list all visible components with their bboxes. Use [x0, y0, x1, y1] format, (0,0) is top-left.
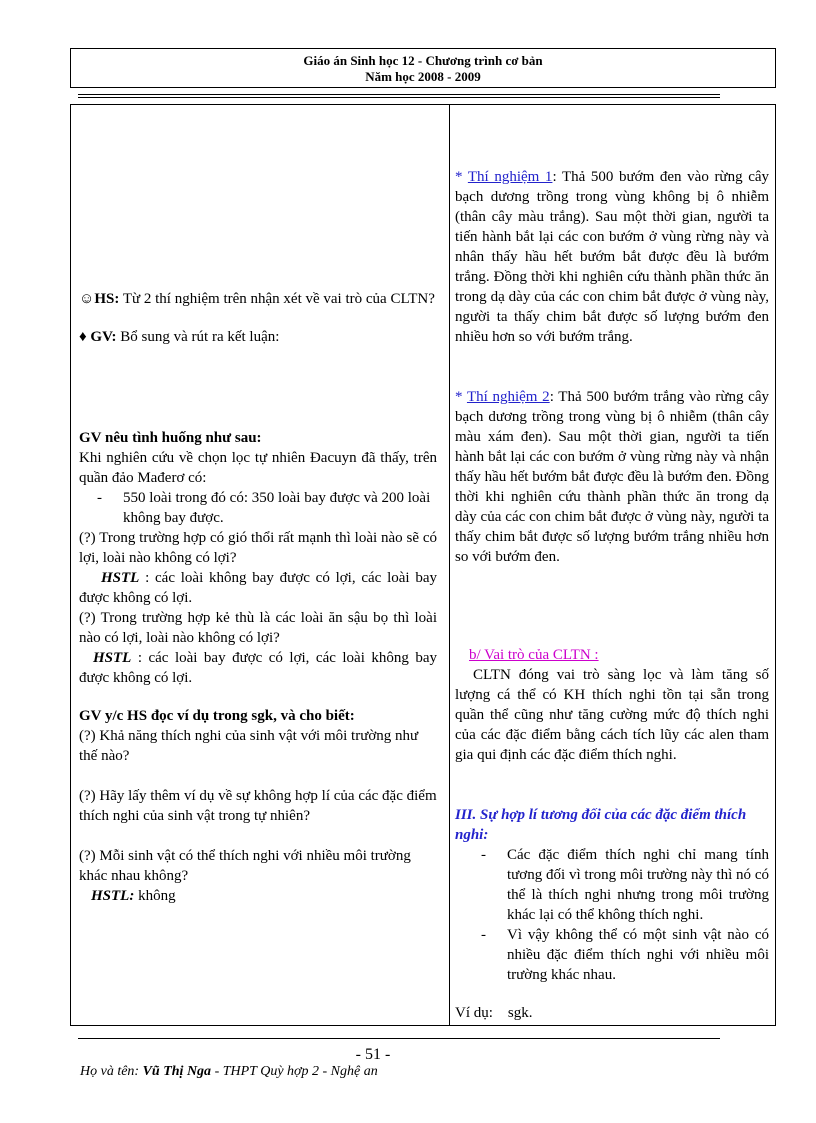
- list-item-text: Vì vậy không thể có một sinh vật nào có nhiều đặc điểm thích nghi với nhiều môi trường khác nhau.: [507, 927, 769, 983]
- smiley-icon: ☺: [79, 291, 95, 307]
- answer-predator: [79, 648, 437, 688]
- role-text: CLTN đóng vai trò sàng lọc và làm tăng số lượng cá thể có KH thích nghi tồn tại sẵn trong quần thể cũng như tăng cường mức độ thích nghi của các đặc điểm bằng cách tích lũy các alen tham gia qui định các đặc điểm thích nghi.: [455, 667, 769, 763]
- column-divider: [449, 105, 450, 1025]
- answer-text: : các loài không bay được có lợi, các loài bay được không có lợi.: [79, 570, 437, 606]
- header-rule-bottom: [78, 97, 720, 98]
- list-item: [455, 925, 769, 985]
- gv-text: Bổ sung và rút ra kết luận:: [116, 329, 280, 345]
- author-prefix: Họ và tên:: [80, 1064, 143, 1079]
- answer-text: : các loài bay được có lợi, các loài không bay được không có lợi.: [79, 650, 437, 686]
- hs-question: [79, 289, 437, 309]
- question-example: (?) Hãy lấy thêm ví dụ về sự không hợp lí của các đặc điểm thích nghi của sinh vật trong tự nhiên?: [79, 788, 437, 824]
- experiment-1: [455, 167, 769, 347]
- header-title: Giáo án Sinh học 12 - Chương trình cơ bản: [303, 53, 543, 68]
- author-line: [80, 1064, 378, 1080]
- section-3-bullets: [455, 845, 769, 985]
- role-heading-text: b/ Vai trò của CLTN :: [469, 647, 599, 663]
- answer-wind: [79, 568, 437, 608]
- experiment-star: *: [455, 389, 467, 405]
- situation-text: Khi nghiên cứu về chọn lọc tự nhiên Đacuyn đã thấy, trên quần đảo Mađerơ có:: [79, 450, 437, 486]
- footer-rule: [78, 1038, 720, 1039]
- gv-note: [79, 327, 437, 347]
- experiment-2-label: Thí nghiệm 2: [466, 389, 550, 405]
- bullet-text: 550 loài trong đó có: 350 loài bay được và 200 loài không bay được.: [123, 490, 431, 526]
- answer-text: không: [134, 888, 176, 904]
- answer-label: HSTL: [93, 650, 132, 666]
- experiment-star: *: [455, 169, 468, 185]
- header-year: Năm học 2008 - 2009: [365, 69, 481, 84]
- hs-text: Từ 2 thí nghiệm trên nhận xét về vai trò của CLTN?: [119, 291, 435, 307]
- answer-label: HSTL:: [91, 888, 135, 904]
- page-number: - 51 -: [355, 1046, 391, 1063]
- situation-bullet: [79, 488, 437, 528]
- question-wind: (?) Trong trường hợp có gió thổi rất mạnh thì loài nào sẽ có lợi, loài nào không có lợi?: [79, 530, 437, 566]
- experiment-1-label: Thí nghiệm 1: [467, 169, 553, 185]
- bullet-dash: -: [481, 847, 486, 863]
- situation-heading: GV nêu tình huống như sau:: [79, 430, 262, 446]
- task-heading: GV y/c HS đọc ví dụ trong sgk, và cho biết:: [79, 708, 355, 724]
- hs-label: HS:: [94, 291, 120, 307]
- author-suffix: - THPT Quỳ hợp 2 - Nghệ an: [211, 1064, 378, 1079]
- question-adaptability: (?) Khả năng thích nghi của sinh vật với môi trường như thế nào?: [79, 728, 419, 764]
- header-rule-top: [78, 94, 720, 95]
- experiment-1-text: : Thả 500 bướm đen vào rừng cây bạch dương trồng trong vùng không bị ô nhiễm (thân cây màu trắng). Sau một thời gian, người ta tiến hành bắt lại các con bướm ở vùng rừng này và nhân thấy hầu hết bướm bắt được đều là bướm trắng. Đồng thời khi nghiên cứu thành phần thức ăn trong dạ dày của các con chim bắt được ở vùng này, người ta thấy chim bắt được số lượng bướm đen nhiều hơn so với bướm trắng.: [455, 169, 770, 345]
- section-3-heading: III. Sự hợp lí tương đối của các đặc điểm thích nghi:: [455, 807, 747, 843]
- list-item: [455, 845, 769, 925]
- list-item-text: Các đặc điểm thích nghi chỉ mang tính tương đối vì trong môi trường này thì nó có thể là thích nghi nhưng trong môi trường khác lại có thể không thích nghi.: [507, 847, 769, 923]
- question-multi-env: (?) Mỗi sinh vật có thể thích nghi với nhiều môi trường khác nhau không?: [79, 848, 411, 884]
- experiment-2: [455, 387, 769, 567]
- example-note: Ví dụ: sgk.: [455, 1005, 533, 1021]
- diamond-icon: ♦: [79, 329, 87, 345]
- bullet-dash: -: [97, 490, 102, 506]
- role-heading: [455, 645, 769, 665]
- gv-label: GV:: [90, 329, 117, 345]
- question-predator: (?) Trong trường hợp kẻ thù là các loài ăn sậu bọ thì loài nào có lợi, loài nào không có lợi?: [79, 610, 437, 646]
- author-name: Vũ Thị Nga: [142, 1064, 212, 1079]
- bullet-dash: -: [481, 927, 486, 943]
- lesson-table: [70, 104, 776, 1026]
- experiment-2-text: : Thả 500 bướm trắng vào rừng cây bạch dương trồng trong vùng bị ô nhiễm (thân cây màu xám đen). Sau một thời gian, người ta tiến hành bắt lại các con bướm ở vùng rừng này và nhận thấy hầu hết bướm bắt được đều là bướm đen. Đồng thời khi nghiên cứu thành phần thức ăn trong dạ dày của các con chim bắt được ở vùng này, người ta thấy chim bắt được số lượng bướm trắng nhiều hơn so với bướm đen.: [455, 389, 769, 565]
- document-header: [70, 48, 776, 88]
- answer-multi-env: [79, 886, 437, 906]
- answer-label: HSTL: [101, 570, 140, 586]
